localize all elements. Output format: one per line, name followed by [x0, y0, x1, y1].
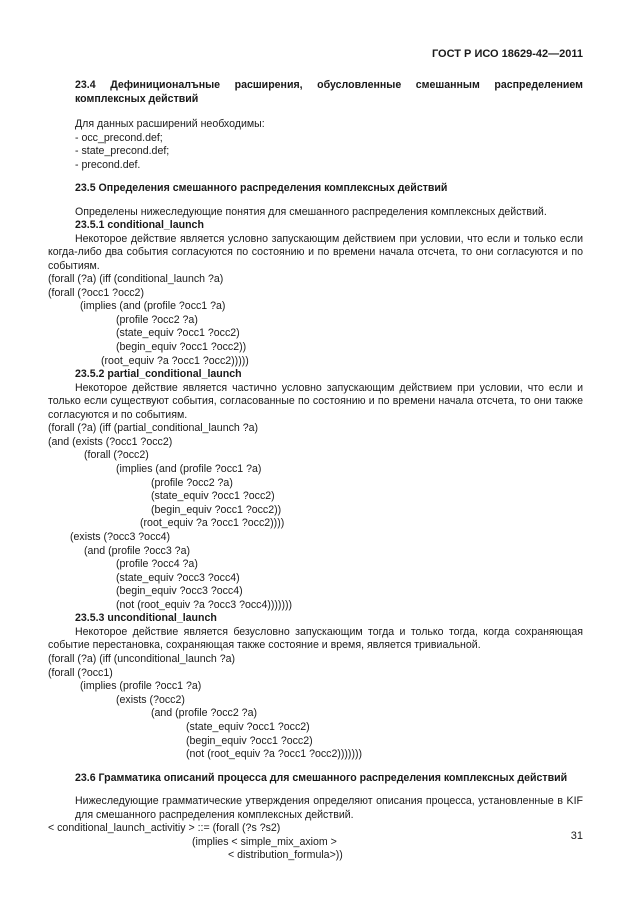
code-line: (profile ?occ2 ?a)	[116, 313, 198, 326]
section-23-4-intro: Для данных расширений необходимы:	[75, 118, 265, 130]
page-content	[48, 79, 583, 863]
subsection-23-5-2-title: 23.5.2 partial_conditional_launch	[75, 368, 242, 381]
code-line: (implies (and (profile ?occ1 ?a)	[116, 462, 262, 475]
code-line: (state_equiv ?occ1 ?occ2)	[186, 720, 310, 733]
code-line: (not (root_equiv ?a ?occ3 ?occ4)))))))	[116, 598, 293, 611]
code-line: (exists (?occ3 ?occ4)	[70, 530, 171, 543]
code-line: (not (root_equiv ?a ?occ1 ?occ2)))))))	[186, 748, 363, 761]
section-23-6-intro: Нижеследующие грамматические утверждения определяют описания процесса, установленные в KIF для смешанного распределения комплексных действий.	[75, 795, 583, 821]
document-id: ГОСТ Р ИСО 18629-42—2011	[431, 48, 583, 60]
code-line: (implies < simple_mix_axiom >	[192, 835, 337, 848]
section-23-6-title: 23.6 Грамматика описаний процесса для смешанного распределения комплексных действий	[75, 771, 568, 784]
section-23-5-intro: Определены нижеследующие понятия для смешанного распределения комплексных действий.	[75, 205, 547, 218]
code-line: (implies (and (profile ?occ1 ?a)	[80, 300, 226, 313]
code-line: (and (profile ?occ3 ?a)	[84, 544, 190, 557]
code-line: (begin_equiv ?occ3 ?occ4)	[116, 585, 243, 598]
code-line: < conditional_launch_activitiy > ::= (forall (?s ?s2)	[48, 822, 281, 835]
subsection-23-5-1-text: Некоторое действие является условно запускающим действием при условии, что если и только если когда-либо два события согласуются по состоянию и по времени начала отсчета, то они согласуются и по событиям.	[48, 232, 583, 272]
code-line: (exists (?occ2)	[116, 693, 185, 706]
code-line: (implies (profile ?occ1 ?a)	[80, 680, 202, 693]
code-line: (state_equiv ?occ1 ?occ2)	[116, 327, 240, 340]
code-line: (state_equiv ?occ3 ?occ4)	[116, 571, 240, 584]
code-line: (forall (?a) (iff (conditional_launch ?a)	[48, 273, 224, 285]
code-line: (and (exists (?occ1 ?occ2)	[48, 435, 173, 448]
list-item: - state_precond.def;	[75, 145, 170, 157]
list-item: - precond.def.	[75, 158, 141, 171]
code-line: (state_equiv ?occ1 ?occ2)	[151, 490, 275, 503]
subsection-23-5-1-title: 23.5.1 conditional_launch	[75, 219, 204, 231]
code-line: (begin_equiv ?occ1 ?occ2))	[151, 503, 282, 516]
code-line: (forall (?a) (iff (unconditional_launch ?a)	[48, 652, 236, 665]
subsection-23-5-3-text: Некоторое действие является безусловно запускающим тогда и только тогда, когда сохраняющая событие перестановка, сохраняющая также состояние и время, является тривиальной.	[48, 625, 583, 652]
section-23-4-title: 23.4 Дефиниционалъные расширения, обусловленные смешанным распределением комплексных действий	[75, 79, 583, 105]
code-line: (profile ?occ2 ?a)	[151, 476, 233, 489]
code-line: (forall (?occ2)	[84, 449, 149, 462]
code-line: (forall (?occ1)	[48, 666, 113, 679]
page-number: 31	[570, 830, 583, 842]
code-line: (profile ?occ4 ?a)	[116, 558, 198, 571]
subsection-23-5-3-title: 23.5.3 unconditional_launch	[75, 612, 217, 625]
code-line: (forall (?a) (iff (partial_conditional_launch ?a)	[48, 422, 259, 435]
section-23-5-title: 23.5 Определения смешанного распределения комплексных действий	[75, 182, 448, 194]
code-line: (begin_equiv ?occ1 ?occ2)	[186, 734, 313, 747]
subsection-23-5-2-text: Некоторое действие является частично условно запускающим действием при условии, что если и только если существуют события, согласованные по состоянию и по времени начала отсчета, то они также согласуются и по событиям.	[48, 381, 583, 421]
list-item: - occ_precond.def;	[75, 131, 163, 144]
code-line: (and (profile ?occ2 ?a)	[151, 707, 257, 720]
code-line: (root_equiv ?a ?occ1 ?occ2)))))	[101, 354, 249, 367]
code-line: (begin_equiv ?occ1 ?occ2))	[116, 340, 247, 353]
code-line: (root_equiv ?a ?occ1 ?occ2))))	[140, 517, 285, 530]
code-line: < distribution_formula>))	[228, 849, 343, 862]
code-line: (forall (?occ1 ?occ2)	[48, 286, 144, 299]
